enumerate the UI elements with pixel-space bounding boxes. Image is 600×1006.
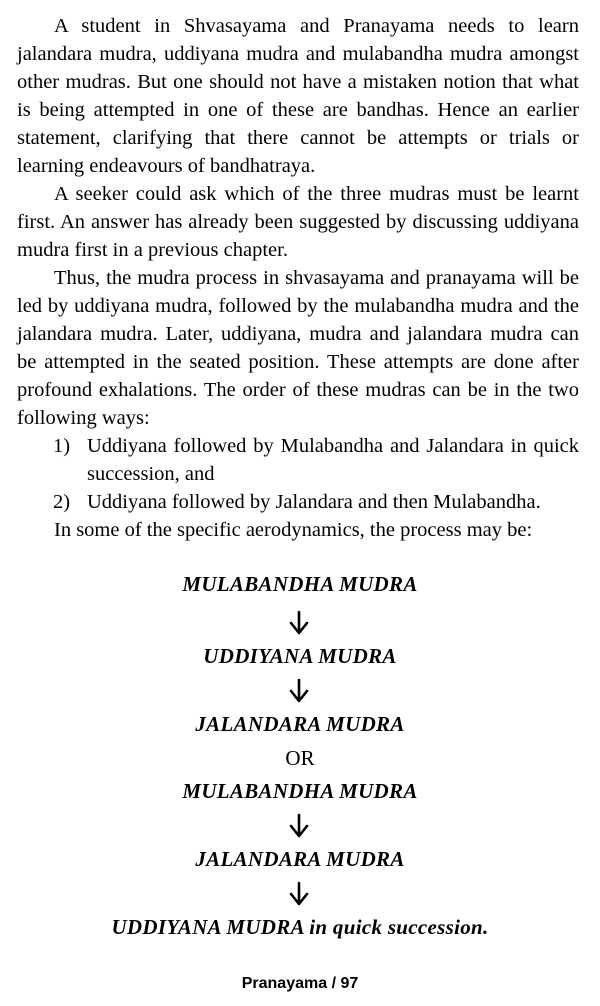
list-item-number: 2) [53, 491, 71, 513]
sequence-step-uddiyana-final: UDDIYANA MUDRA in quick succession. [111, 915, 489, 939]
paragraph-3: Thus, the mudra process in shvasayama and pranayama will be led by uddiyana mudra, followed by the mulabandha mudra and the jalandara mudra. Later, uddiyana, mudra and jalandara mudra can be attempted in the seated position. These attempts are done after profound exhalations. The order of these mudras can be in the two following ways: [17, 267, 579, 429]
sequence-step-jalandara-alt: JALANDARA MUDRA [195, 847, 405, 871]
arrow-down-icon [287, 813, 311, 839]
body-text [17, 12, 579, 544]
order-list [17, 432, 579, 516]
paragraph-1: A student in Shvasayama and Pranayama needs to learn jalandara mudra, uddiyana mudra and mulabandha mudra amongst other mudras. But one should not have a mistaken notion that what is being attempted in one of these are bandhas. Hence an earlier statement, clarifying that there cannot be attempts or trials or learning endeavours of bandhatraya. [17, 15, 579, 177]
sequence-step-mulabandha-alt: MULABANDHA MUDRA [182, 779, 418, 803]
arrow-down-icon [287, 881, 311, 907]
arrow-down-icon [287, 610, 311, 636]
sequence-step-mulabandha: MULABANDHA MUDRA [182, 572, 418, 596]
list-item [17, 488, 579, 516]
list-item [17, 432, 579, 488]
page-footer: Pranayama / 97 [241, 975, 359, 992]
sequence-step-jalandara: JALANDARA MUDRA [195, 712, 405, 736]
sequence-step-uddiyana: UDDIYANA MUDRA [203, 644, 397, 668]
arrow-down-icon [287, 678, 311, 704]
sequence-or-separator: OR [285, 746, 315, 770]
list-item-text: Uddiyana followed by Jalandara and then Mulabandha. [87, 491, 541, 513]
list-item-number: 1) [53, 435, 71, 457]
closing-paragraph: In some of the specific aerodynamics, the process may be: [54, 519, 533, 541]
list-item-text: Uddiyana followed by Mulabandha and Jalandara in quick succession, and [87, 435, 579, 485]
paragraph-2: A seeker could ask which of the three mudras must be learnt first. An answer has already been suggested by discussing uddiyana mudra first in a previous chapter. [17, 183, 579, 261]
